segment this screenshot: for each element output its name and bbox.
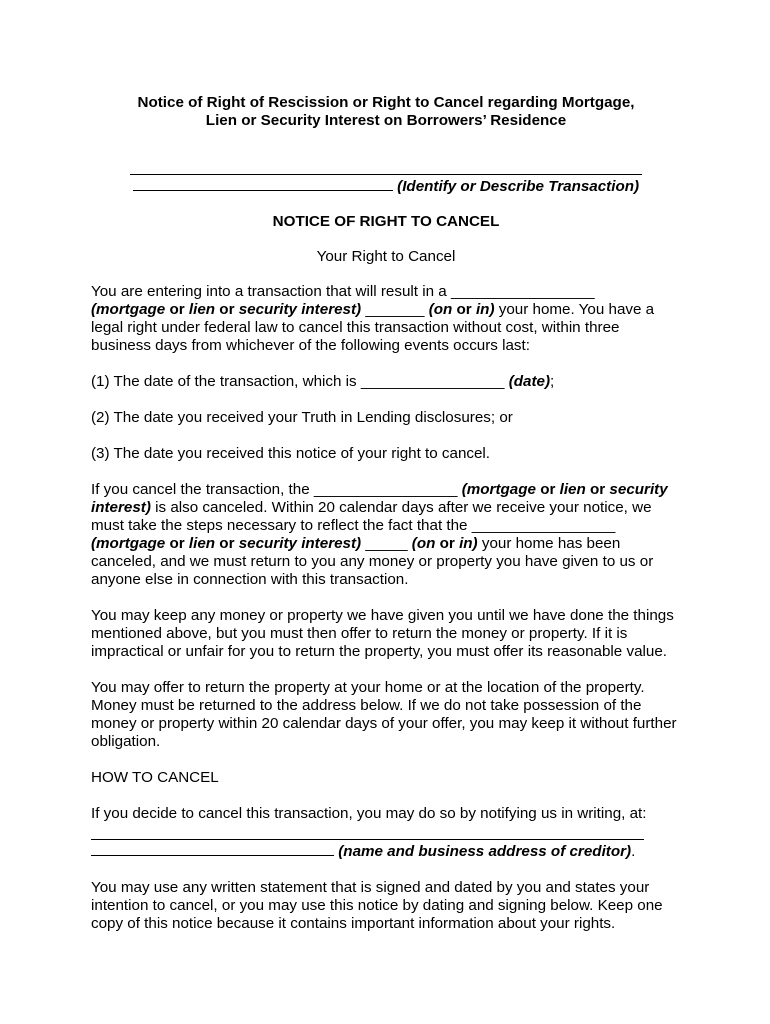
- text-lien: lien: [559, 481, 586, 498]
- blank-security-type: _________________: [471, 517, 616, 534]
- text-or: or: [585, 481, 610, 498]
- text-mortgage: (mortgage: [91, 535, 166, 552]
- title-line-2: Lien or Security Interest on Borrowers’ Residence: [205, 112, 567, 129]
- text-date: (date): [504, 373, 551, 390]
- text: your home has been canceled, and we must return to you any money or property you have given to us or anyone else in connection with this transaction.: [91, 535, 654, 588]
- text: You are entering into a transaction that will result in a: [91, 283, 451, 300]
- transaction-row-2: [91, 176, 681, 196]
- text: ;: [550, 373, 555, 390]
- how-to-cancel-heading: HOW TO CANCEL: [91, 769, 219, 786]
- blank-security-type: _________________: [450, 283, 595, 300]
- text-or: or: [165, 535, 189, 552]
- text-security-interest: security interest): [238, 535, 362, 552]
- blank-date: _________________: [360, 373, 505, 390]
- blank-security-type: _________________: [313, 481, 458, 498]
- text-or: or: [452, 301, 476, 318]
- paragraph-transaction-intro: [91, 283, 681, 355]
- paragraph-return-property: You may offer to return the property at your home or at the location of the property. Money must be returned to the address below. If we do not take possession of the money or property within 20 calendar days of your offer, you may keep it without further obligation.: [91, 679, 677, 750]
- text-or: or: [435, 535, 460, 552]
- text: your home. You have a legal right under federal law to cancel this transaction without cost, within three business days from whichever of the following events occurs last:: [91, 301, 655, 354]
- text-or: or: [215, 535, 239, 552]
- text-in: in): [475, 301, 495, 318]
- right-to-cancel-subheading: Your Right to Cancel: [316, 248, 456, 265]
- creditor-address-block: [91, 823, 681, 861]
- text-mortgage: (mortgage: [457, 481, 536, 498]
- notice-heading: NOTICE OF RIGHT TO CANCEL: [272, 213, 500, 230]
- list-item-2: (2) The date you received your Truth in Lending disclosures; or: [91, 409, 513, 426]
- paragraph-cancellation-effect: [91, 481, 681, 589]
- title-line-1: Notice of Right of Rescission or Right to Cancel regarding Mortgage,: [137, 94, 635, 111]
- text-or: or: [535, 481, 560, 498]
- paragraph-notify-in-writing: If you decide to cancel this transaction, you may do so by notifying us in writing, at:: [91, 805, 647, 822]
- creditor-row-2: [91, 841, 681, 861]
- creditor-blank-line-2: [91, 841, 334, 856]
- creditor-period: .: [631, 843, 636, 860]
- text-in: in): [459, 535, 478, 552]
- text-or: or: [165, 301, 189, 318]
- text-lien: lien: [188, 535, 216, 552]
- text-lien: lien: [188, 301, 216, 318]
- identify-transaction-label: (Identify or Describe Transaction): [397, 178, 640, 195]
- text: is also canceled. Within 20 calendar days after we receive your notice, we must take the steps necessary to reflect the fact that the: [91, 499, 652, 534]
- creditor-label: (name and business address of creditor): [338, 843, 632, 860]
- text-on: (on: [428, 301, 453, 318]
- transaction-blank-line-2: [133, 176, 393, 191]
- transaction-identification: [91, 158, 681, 196]
- paragraph-written-statement: You may use any written statement that is signed and dated by you and states your intention to cancel, or you may use this notice by dating and signing below. Keep one copy of this notice because it contains important information about your rights.: [91, 879, 663, 932]
- text-on: (on: [411, 535, 436, 552]
- transaction-blank-line-1: [130, 158, 642, 175]
- paragraph-keep-money: You may keep any money or property we have given you until we have done the things mentioned above, but you must then offer to return the money or property. If it is impractical or unfair for you to return the property, you must offer its reasonable value.: [91, 607, 674, 660]
- text-mortgage: (mortgage: [91, 301, 166, 318]
- blank-on-in: _______: [361, 301, 429, 318]
- document-title: [91, 94, 681, 130]
- text: If you cancel the transaction, the: [91, 481, 314, 498]
- text-or: or: [215, 301, 239, 318]
- text-security-interest: security interest): [238, 301, 362, 318]
- list-item-3: (3) The date you received this notice of your right to cancel.: [91, 445, 491, 462]
- creditor-blank-line-1: [91, 823, 644, 840]
- document-page: [91, 94, 681, 933]
- text: (1) The date of the transaction, which is: [91, 373, 361, 390]
- blank-on-in: _____: [361, 535, 412, 552]
- list-item-1: [91, 373, 681, 391]
- text-security-interest: security interest): [91, 481, 668, 516]
